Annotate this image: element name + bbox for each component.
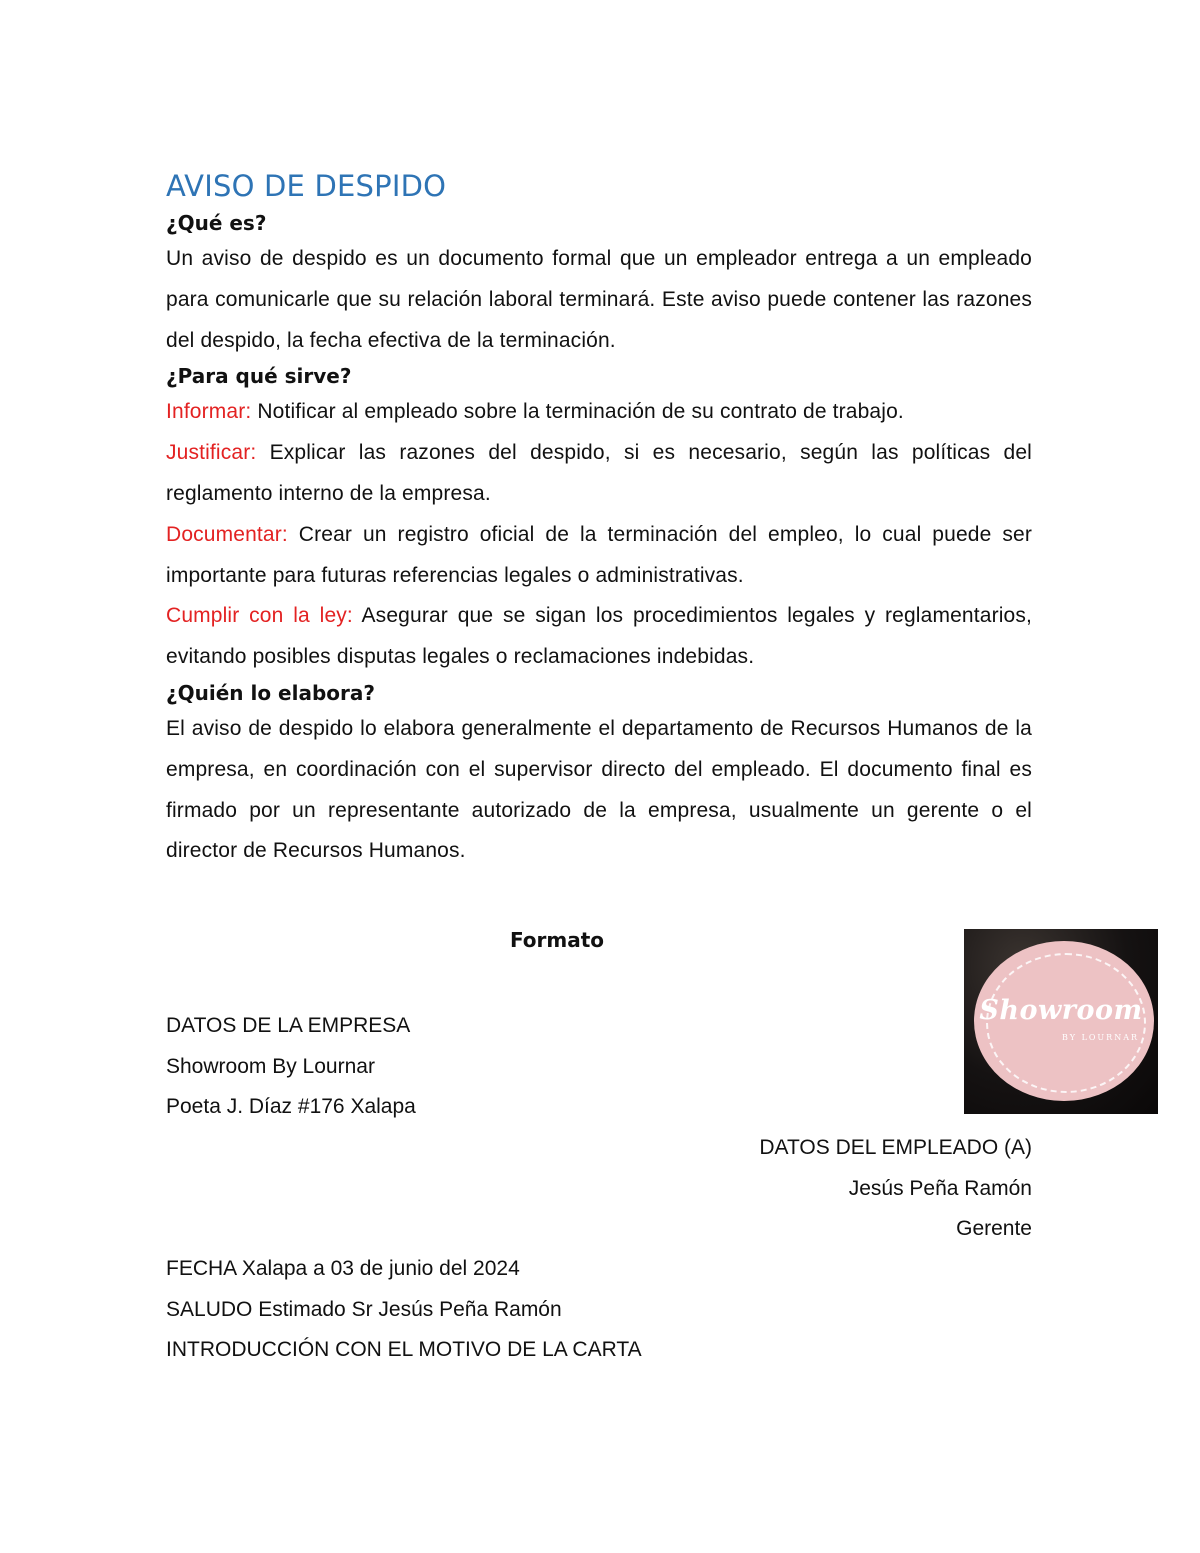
logo-brand-text: Showroom <box>979 995 1143 1026</box>
company-name: Showroom By Lournar <box>166 1054 375 1078</box>
document-body <box>166 160 1032 872</box>
company-address: Poeta J. Díaz #176 Xalapa <box>166 1095 416 1119</box>
letter-fields-block <box>166 1249 642 1371</box>
list-item-documentar <box>166 515 1032 597</box>
introduccion-line: INTRODUCCIÓN CON EL MOTIVO DE LA CARTA <box>166 1338 642 1362</box>
company-data-label: DATOS DE LA EMPRESA <box>166 1014 411 1037</box>
fecha-line: FECHA Xalapa a 03 de junio del 2024 <box>166 1257 520 1280</box>
term-label: Documentar: <box>166 522 288 546</box>
employee-position: Gerente <box>956 1217 1032 1241</box>
section-heading-que-es: ¿Qué es? <box>166 211 267 235</box>
term-label: Informar: <box>166 400 252 424</box>
term-text: Explicar las razones del despido, si es necesario, según las políticas del reglamento interno de la empresa. <box>166 441 1032 505</box>
employee-data-label: DATOS DEL EMPLEADO (A) <box>759 1136 1032 1159</box>
formato-heading: Formato <box>509 928 605 952</box>
paragraph-definition: Un aviso de despido es un documento formal que un empleador entrega a un empleado para comunicarle que su relación laboral terminará. Este aviso puede contener las razones del despido, la fecha efectiva de la terminación. <box>166 247 1032 352</box>
company-logo <box>964 929 1158 1114</box>
saludo-line: SALUDO Estimado Sr Jesús Peña Ramón <box>166 1297 562 1321</box>
term-text: Crear un registro oficial de la terminación del empleo, lo cual puede ser importante para futuras referencias legales o administrativas. <box>166 522 1032 587</box>
term-label: Cumplir con la ley: <box>166 604 353 628</box>
employee-data-block <box>759 1128 1032 1250</box>
term-text: Asegurar que se sigan los procedimientos legales y reglamentarios, evitando posibles disputas legales o reclamaciones indebidas. <box>166 604 1032 669</box>
list-item-justificar <box>166 433 1032 515</box>
term-text: Notificar al empleado sobre la terminación de su contrato de trabajo. <box>251 400 904 424</box>
section-heading-quien-lo-elabora: ¿Quién lo elabora? <box>166 680 375 705</box>
company-data-block <box>166 1006 416 1128</box>
term-label: Justificar: <box>166 441 257 465</box>
section-heading-para-que-sirve: ¿Para qué sirve? <box>166 364 352 389</box>
paragraph-quien: El aviso de despido lo elabora generalmente el departamento de Recursos Humanos de la empresa, en coordinación con el supervisor directo del empleado. El documento final es firmado por un representante autorizado de la empresa, usualmente un gerente o el director de Recursos Humanos. <box>166 716 1032 863</box>
document-title: AVISO DE DESPIDO <box>166 169 447 203</box>
employee-name: Jesús Peña Ramón <box>848 1176 1032 1200</box>
list-item-informar <box>166 392 1032 433</box>
list-item-cumplir <box>166 596 1032 678</box>
logo-sub-text: BY LOURNAR <box>1062 1033 1139 1042</box>
